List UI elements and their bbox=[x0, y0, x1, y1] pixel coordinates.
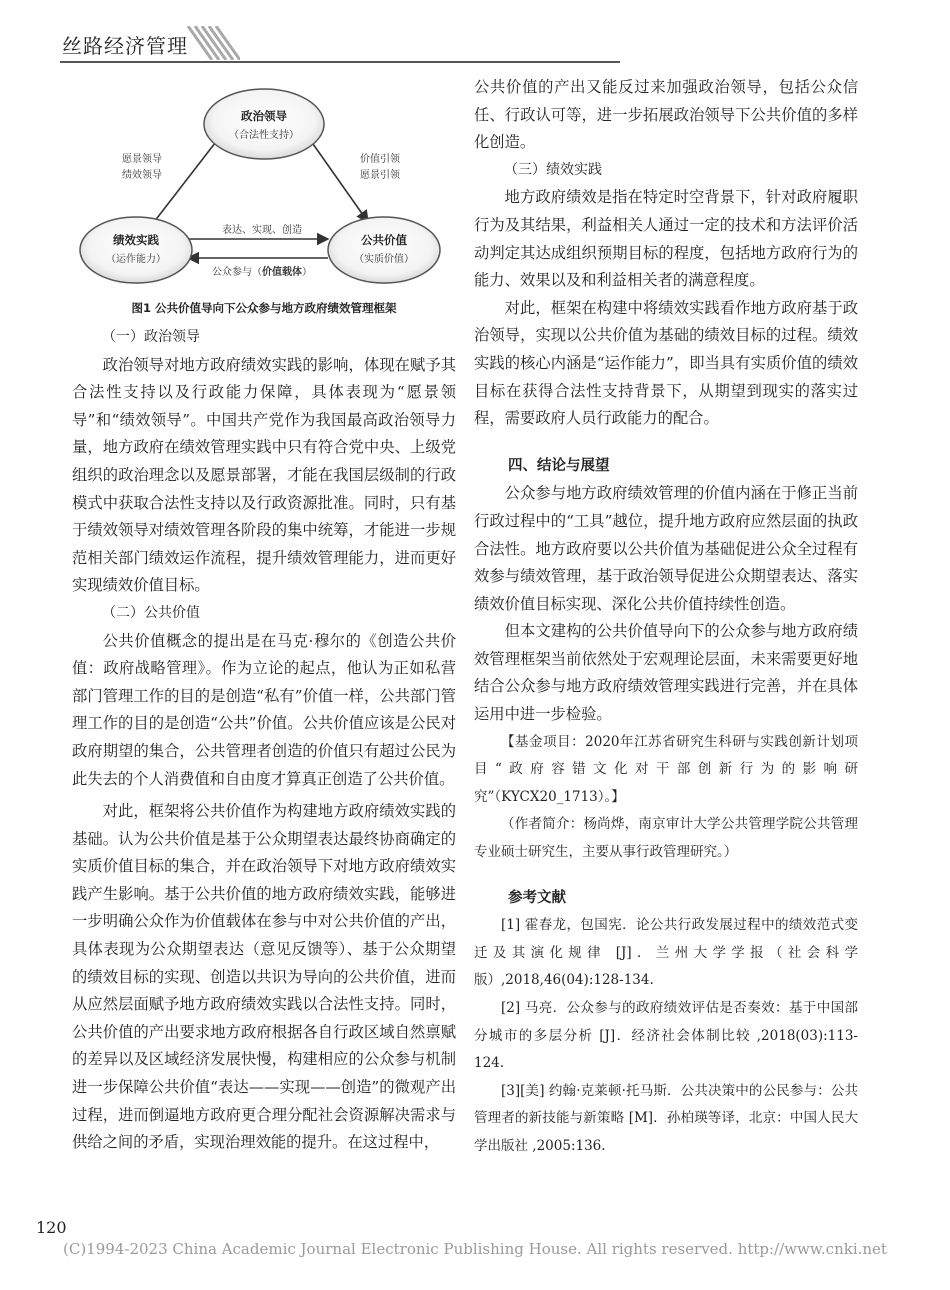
section-2-paragraph-2: 对此，框架将公共价值作为构建地方政府绩效实践的基础。认为公共价值是基于公众期望表达最终协商确定的实质价值目标的集合，并在政治领导下对地方政府绩效实践产生影响。基于公共价值的地方政府绩效实践，能够进一步明确公众作为价值载体在参与中对公共价值的产出，具体表现为公众期望表达（意见反馈等）、基于公众期望的绩效目标的实现、创造以共识为导向的公共价值，进而从应然层面赋予地方政府绩效实践以合法性支持。同时，公共价值的产出要求地方政府根据各自行政区域自然禀赋的差异以及区域经济发展快慢，构建相应的公众参与机制进一步保障公共价值“表达——实现——创造”的微观产出过程，进而倒逼地方政府更合理分配社会资源解决需求与供给之间的矛盾，实现治理效能的提升。在这过程中， bbox=[72, 802, 456, 1152]
left-column bbox=[72, 72, 456, 1157]
section-4-heading: 四、结论与展望 bbox=[508, 457, 610, 474]
diagram-svg bbox=[72, 72, 456, 294]
header-stripes-decoration bbox=[182, 26, 240, 60]
label-right-edge-1: 价值引领 bbox=[360, 154, 400, 165]
label-left-edge-2: 绩效领导 bbox=[122, 170, 162, 181]
section-4-paragraph-2: 但本文建构的公共价值导向下的公众参与地方政府绩效管理框架当前依然处于宏观理论层面，未来需要更好地结合公众参与地方政府绩效管理实践进行完善，并在具体运用中进一步检验。 bbox=[474, 622, 858, 724]
node-left-sub: （运作能力） bbox=[106, 254, 166, 265]
framework-diagram bbox=[72, 72, 456, 294]
section-3-paragraph-1: 地方政府绩效是指在特定时空背景下，针对政府履职行为及其结果，利益相关人通过一定的技术和方法评价活动判定其达成组织预期目标的程度，包括地方政府行为的能力、效果以及和利益相关者的满意程度。 bbox=[474, 188, 858, 290]
header-rule bbox=[60, 61, 620, 63]
page-number: 120 bbox=[36, 1218, 67, 1237]
author-note: （作者简介：杨尚烨，南京审计大学公共管理学院公共管理专业硕士研究生，主要从事行政管理研究。） bbox=[474, 816, 858, 861]
section-3-heading: （三）绩效实践 bbox=[504, 161, 602, 178]
label-bottom-upper: 表达、实现、创造 bbox=[222, 225, 302, 236]
edge-left-upward bbox=[154, 134, 222, 222]
continued-paragraph: 公共价值的产出又能反过来加强政治领导，包括公众信任、行政认可等，进一步拓展政治领导下公共价值的多样化创造。 bbox=[474, 78, 858, 152]
node-left-circle bbox=[80, 217, 192, 283]
figure-caption: 图1 公共价值导向下公众参与地方政府绩效管理框架 bbox=[131, 301, 397, 315]
node-right-title: 公共价值 bbox=[361, 235, 407, 247]
node-top-sub: （合法性支持） bbox=[229, 130, 299, 141]
reference-3: [3][美] 约翰·克莱顿·托马斯．公共决策中的公民参与：公共管理者的新技能与新策略 [M]．孙柏瑛等译，北京：中国人民大学出版社 ,2005:136. bbox=[474, 1082, 858, 1154]
node-right-sub: （实质价值） bbox=[354, 254, 414, 265]
section-3-paragraph-2: 对此，框架在构建中将绩效实践看作地方政府基于政治领导，实现以公共价值为基础的绩效目标的过程。绩效实践的核心内涵是“运作能力”，即当具有实质价值的绩效目标在获得合法性支持背景下，从期望到现实的落实过程，需要政府人员行政能力的配合。 bbox=[474, 298, 858, 428]
section-1-paragraph: 政治领导对地方政府绩效实践的影响，体现在赋予其合法性支持以及行政能力保障，具体表现为“愿景领导”和“绩效领导”。中国共产党作为我国最高政治领导力量，地方政府在绩效管理实践中只有符合党中央、上级党组织的政治理念以及愿景部署，才能在我国层级制的行政模式中获取合法性支持以及行政资源批准。同时，只有基于绩效领导对绩效管理各阶段的集中统筹，才能进一步规范相关部门绩效运作流程，提升绩效管理能力，进而更好实现绩效价值目标。 bbox=[72, 355, 456, 595]
reference-2: [2] 马亮．公众参与的政府绩效评估是否奏效：基于中国部分城市的多层分析 [J]．经济社会体制比较 ,2018(03):113-124. bbox=[474, 1000, 858, 1072]
label-left-edge-1: 愿景领导 bbox=[122, 154, 162, 165]
fund-note: 【基金项目：2020年江苏省研究生科研与实践创新计划项目“政府容错文化对干部创新行为的影响研究”（KYCX20_1713）。】 bbox=[474, 733, 858, 805]
node-top-circle bbox=[204, 89, 324, 159]
node-right-circle bbox=[328, 217, 440, 283]
label-bottom-lower: 公众参与（价值载体） bbox=[212, 267, 312, 278]
section-1-heading: （一）政治领导 bbox=[102, 329, 200, 345]
section-2-paragraph-1: 公共价值概念的提出是在马克·穆尔的《创造公共价值：政府战略管理》。作为立论的起点，他认为正如私营部门管理工作的目的是创造“私有”价值一样，公共部门管理工作的目的是创造“公共”价值。公共价值应该是公民对政府期望的集合，公共管理者创造的价值只有超过公民为此失去的个人消费值和自由度才算真正创造了公共价值。 bbox=[72, 631, 456, 788]
section-4-paragraph-1: 公众参与地方政府绩效管理的价值内涵在于修正当前行政过程中的“工具”越位，提升地方政府应然层面的执政合法性。地方政府要以公共价值为基础促进公众全过程有效参与绩效管理，基于政治领导促进公众期望表达、落实绩效价值目标实现、深化公共价值持续性创造。 bbox=[474, 484, 858, 613]
label-right-edge-2: 愿景引领 bbox=[360, 170, 400, 181]
node-left-title: 绩效实践 bbox=[113, 235, 159, 247]
journal-title: 丝路经济管理 bbox=[62, 34, 188, 58]
edge-right-downward bbox=[306, 134, 368, 222]
reference-1: [1] 霍春龙，包国宪．论公共行政发展过程中的绩效范式变迁及其演化规律 [J]．兰州大学学报（社会科学版）,2018,46(04):128-134. bbox=[474, 917, 858, 989]
copyright-footer: (C)1994-2023 China Academic Journal Electronic Publishing House. All rights reserved. http://www.cnki.net bbox=[63, 1240, 887, 1258]
node-top-title: 政治领导 bbox=[241, 111, 287, 123]
section-2-heading: （二）公共价值 bbox=[102, 604, 200, 621]
right-column bbox=[474, 74, 858, 1161]
references-heading: 参考文献 bbox=[508, 889, 566, 906]
